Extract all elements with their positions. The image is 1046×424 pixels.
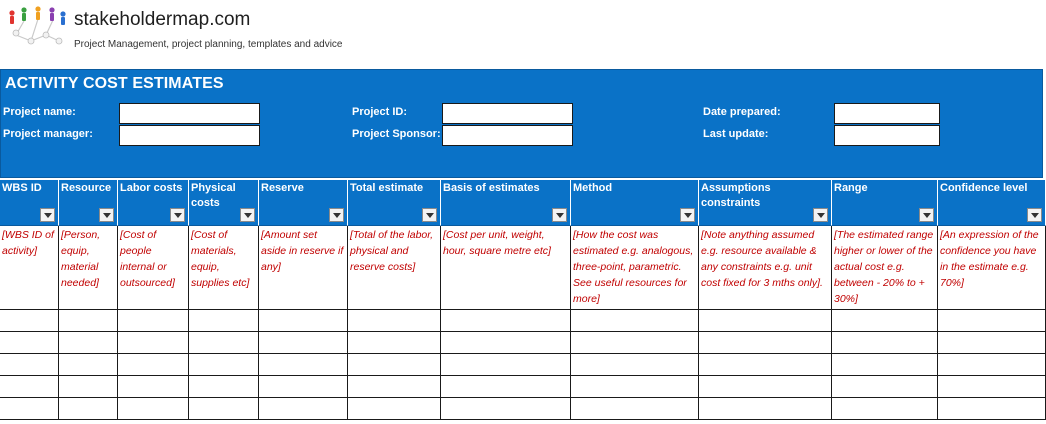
column-header-assumptions-constraints [699,180,832,226]
column-header-reserve [259,180,348,226]
table-cell[interactable] [118,310,189,332]
table-cell[interactable] [571,332,699,354]
project-sponsor-input[interactable] [442,125,573,146]
description-cell-method[interactable]: [How the cost was estimated e.g. analogous, three-point, parametric. See useful resources for more] [571,226,699,310]
table-cell[interactable] [348,354,441,376]
description-cell-range[interactable]: [The estimated range higher or lower of the actual cost e.g. between - 20% to + 30%] [832,226,938,310]
column-header-label: Resource [61,182,112,194]
date-prepared-input[interactable] [834,103,940,124]
table-cell[interactable] [441,376,571,398]
table-cell[interactable] [59,332,118,354]
table-cell[interactable] [348,376,441,398]
dropdown-filter-icon[interactable] [422,208,437,222]
project-name-label: Project name: [3,106,76,118]
table-cell[interactable] [259,354,348,376]
description-cell-basis-of-estimates[interactable]: [Cost per unit, weight, hour, square metre etc] [441,226,571,310]
project-manager-input[interactable] [119,125,260,146]
dropdown-filter-icon[interactable] [552,208,567,222]
project-manager-label: Project manager: [3,128,93,140]
table-cell[interactable] [0,398,59,420]
dropdown-filter-icon[interactable] [99,208,114,222]
column-header-physical-costs [189,180,259,226]
table-cell[interactable] [59,398,118,420]
table-cell[interactable] [189,332,259,354]
column-header-label: Method [573,182,613,194]
table-cell[interactable] [189,354,259,376]
table-cell[interactable] [699,376,832,398]
description-cell-resource[interactable]: [Person, equip, material needed] [59,226,118,310]
table-cell[interactable] [571,398,699,420]
table-cell[interactable] [0,354,59,376]
table-cell[interactable] [571,354,699,376]
table-cell[interactable] [348,398,441,420]
table-cell[interactable] [348,310,441,332]
dropdown-filter-icon[interactable] [329,208,344,222]
last-update-label: Last update: [703,128,769,140]
table-cell[interactable] [832,398,938,420]
column-header-resource [59,180,118,226]
table-cell[interactable] [832,376,938,398]
table-cell[interactable] [118,398,189,420]
stakeholder-network-logo-icon [6,5,68,51]
project-id-label: Project ID: [352,106,408,118]
table-cell[interactable] [189,398,259,420]
column-header-label: WBS ID [2,182,42,194]
table-cell[interactable] [189,310,259,332]
table-cell[interactable] [118,332,189,354]
site-brand[interactable]: stakeholdermap.com [74,9,251,30]
column-header-labor-costs [118,180,189,226]
project-name-input[interactable] [119,103,260,124]
cost-estimates-table [0,180,1046,424]
table-cell[interactable] [0,376,59,398]
table-cell[interactable] [118,376,189,398]
description-cell-physical-costs[interactable]: [Cost of materials, equip, supplies etc] [189,226,259,310]
last-update-input[interactable] [834,125,940,146]
column-header-label: Confidence level [940,182,1028,194]
column-header-label: Total estimate [350,182,424,194]
table-cell[interactable] [938,310,1046,332]
table-cell[interactable] [938,398,1046,420]
dropdown-filter-icon[interactable] [170,208,185,222]
dropdown-filter-icon[interactable] [680,208,695,222]
site-tagline: Project Management, project planning, templates and advice [74,39,343,50]
column-header-label: Labor costs [120,182,183,194]
table-cell[interactable] [699,398,832,420]
table-cell[interactable] [441,354,571,376]
project-sponsor-label: Project Sponsor: [352,128,441,140]
description-cell-wbs-id[interactable]: [WBS ID of activity] [0,226,59,310]
column-header-confidence-level [938,180,1046,226]
table-cell[interactable] [118,354,189,376]
table-cell[interactable] [348,332,441,354]
dropdown-filter-icon[interactable] [1027,208,1042,222]
table-cell[interactable] [259,310,348,332]
table-cell[interactable] [441,398,571,420]
dropdown-filter-icon[interactable] [813,208,828,222]
dropdown-filter-icon[interactable] [240,208,255,222]
table-cell[interactable] [441,310,571,332]
table-cell[interactable] [259,398,348,420]
description-cell-labor-costs[interactable]: [Cost of people internal or outsourced] [118,226,189,310]
table-cell[interactable] [441,332,571,354]
table-cell[interactable] [259,332,348,354]
sheet-title: ACTIVITY COST ESTIMATES [5,75,224,92]
table-cell[interactable] [0,310,59,332]
dropdown-filter-icon[interactable] [919,208,934,222]
table-cell[interactable] [699,354,832,376]
table-cell[interactable] [699,310,832,332]
dropdown-filter-icon[interactable] [40,208,55,222]
project-id-input[interactable] [442,103,573,124]
table-cell[interactable] [938,332,1046,354]
column-header-label: Basis of estimates [443,182,540,194]
description-cell-assumptions-constraints[interactable]: [Note anything assumed e.g. resource available & any constraints e.g. unit cost fixed for 3 mths only]. [699,226,832,310]
column-header-method [571,180,699,226]
description-cell-total-estimate[interactable]: [Total of the labor, physical and reserve costs] [348,226,441,310]
column-header-basis-of-estimates [441,180,571,226]
table-cell[interactable] [59,376,118,398]
column-header-total-estimate [348,180,441,226]
column-header-label: Physical costs [191,182,236,209]
column-header-label: Assumptions constraints [701,182,771,209]
table-cell[interactable] [259,376,348,398]
table-cell[interactable] [832,310,938,332]
table-cell[interactable] [0,332,59,354]
table-cell[interactable] [571,310,699,332]
project-info-banner [0,69,1043,178]
table-cell[interactable] [59,310,118,332]
table-cell[interactable] [571,376,699,398]
table-cell[interactable] [189,376,259,398]
table-cell[interactable] [938,376,1046,398]
column-header-label: Range [834,182,868,194]
column-header-wbs-id [0,180,59,226]
table-cell[interactable] [938,354,1046,376]
table-cell[interactable] [699,332,832,354]
date-prepared-label: Date prepared: [703,106,781,118]
column-header-label: Reserve [261,182,304,194]
description-cell-confidence-level[interactable]: [An expression of the confidence you have in the estimate e.g. 70%] [938,226,1046,310]
table-cell[interactable] [59,354,118,376]
description-cell-reserve[interactable]: [Amount set aside in reserve if any] [259,226,348,310]
table-cell[interactable] [832,354,938,376]
column-header-range [832,180,938,226]
table-cell[interactable] [832,332,938,354]
